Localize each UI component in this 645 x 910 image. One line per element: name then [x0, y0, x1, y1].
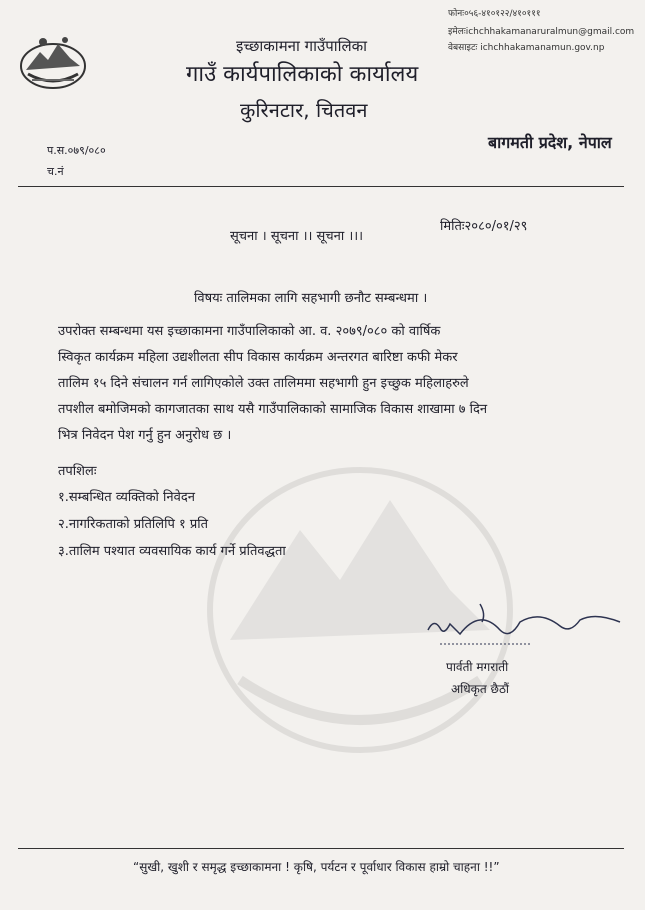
- notice-subject: विषयः तालिमका लागि सहभागी छनौट सम्बन्धमा ।: [194, 291, 428, 306]
- contact-phone: फोनः०५६-४१०१२२/४१०१११: [448, 9, 541, 19]
- signatory-name: पार्वती मगराती: [446, 660, 509, 674]
- government-emblem-icon: [18, 30, 88, 92]
- notice-heading: सूचना । सूचना ।। सूचना ।।।: [230, 229, 364, 244]
- office-name: गाउँ कार्यपालिकाको कार्यालय: [186, 62, 419, 87]
- body-line-2: स्विकृत कार्यक्रम महिला उद्यशीलता सीप विकास कार्यक्रम अन्तरगत बारिष्टा कफी मेकर: [58, 350, 458, 365]
- details-item: ३.तालिम पश्यात व्यवसायिक कार्य गर्ने प्रतिवद्धता: [58, 544, 286, 559]
- letter-reference-number: प.स.०७९/०८०: [47, 144, 106, 157]
- details-label: तपशिलः: [58, 464, 97, 479]
- footer-divider: [18, 848, 624, 849]
- footer-slogan: “सुखी, खुशी र समृद्ध इच्छाकामना ! कृषि, पर्यटन र पूर्वाधार विकास हाम्रो चाहना !!”: [133, 860, 500, 874]
- details-item: २.नागरिकताको प्रतिलिपि १ प्रति: [58, 517, 209, 532]
- body-line-4: तपशील बमोजिमको कागजातका साथ यसै गाउँपालिकाको सामाजिक विकास शाखामा ७ दिन: [58, 402, 488, 417]
- province-name: बागमती प्रदेश, नेपाल: [488, 133, 612, 152]
- header-divider: [18, 186, 624, 187]
- signatory-title: अधिकृत छैठौं: [451, 682, 510, 696]
- office-location: कुरिनटार, चितवन: [240, 98, 368, 122]
- body-line-3: तालिम १५ दिने संचालन गर्न लागिएकोले उक्त तालिममा सहभागी हुन इच्छुक महिलाहरुले: [58, 376, 469, 391]
- contact-email: इमेलःichchhakamanaruralmun@gmail.com: [448, 27, 635, 37]
- handwritten-signature-icon: [420, 600, 630, 648]
- body-line-1: उपरोक्त सम्बन्धमा यस इच्छाकामना गाउँपालिकाको आ. व. २०७९/०८० को वार्षिक: [58, 324, 441, 339]
- dispatch-number: च.नं: [47, 165, 64, 178]
- body-line-5: भित्र निवेदन पेश गर्नु हुन अनुरोध छ ।: [58, 428, 232, 443]
- municipality-name: इच्छाकामना गाउँपालिका: [236, 37, 368, 55]
- details-item: १.सम्बन्धित व्यक्तिको निवेदन: [58, 490, 195, 505]
- contact-website: वेबसाइटः ichchhakamanamun.gov.np: [448, 43, 605, 53]
- notice-date: मितिः२०८०/०१/२९: [440, 219, 528, 234]
